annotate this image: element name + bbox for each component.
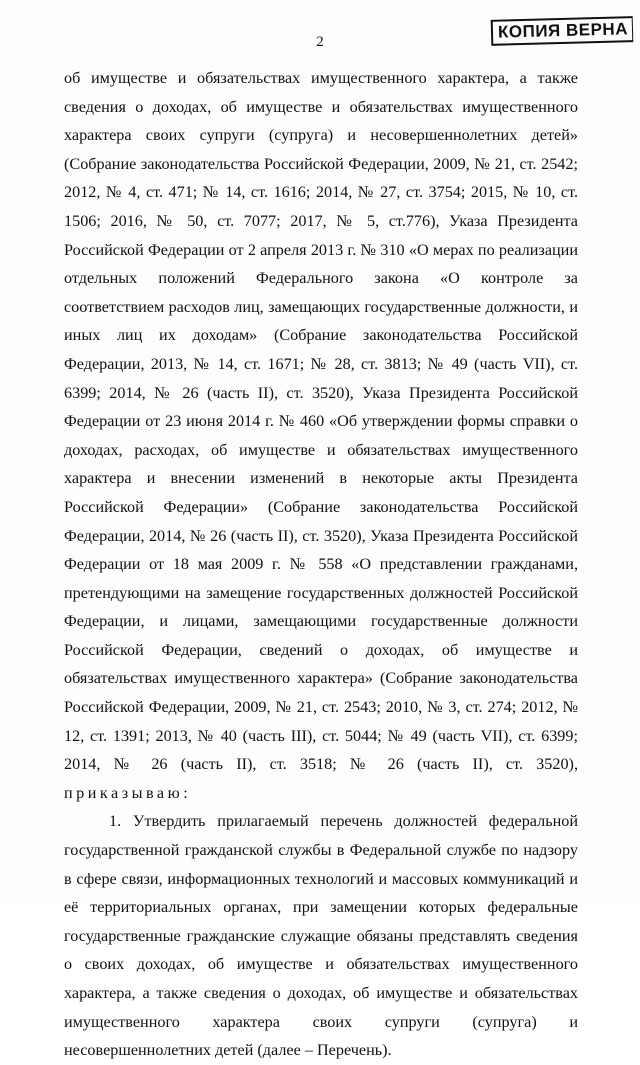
paragraph-continuation: [64, 64, 578, 807]
page-number: 2: [316, 34, 324, 50]
paragraph-1-text: об имуществе и обязательствах имущественного характера, а также сведения о доходах, об имуществе и обязательствах имущественного характера своих супруги (супруга) и несовершеннолетних детей» (Собрание законодательства Российской Федерации, 2009, № 21, ст. 2542; 2012, № 4, ст. 471; № 14, ст. 1616; 2014, № 27, ст. 3754; 2015, № 10, ст. 1506; 2016, № 50, ст. 7077; 2017, № 5, ст.776), Указа Президента Российской Федерации от 2 апреля 2013 г. № 310 «О мерах по реализации отдельных положений Федерального закона «О контроле за соответствием расходов лиц, замещающих государственные должности, и иных лиц их доходам» (Собрание законодательства Российской Федерации, 2013, № 14, ст. 1671; № 28, ст. 3813; № 49 (часть VII), ст. 6399; 2014, № 26 (часть II), ст. 3520), Указа Президента Российской Федерации от 23 июня 2014 г. № 460 «Об утверждении формы справки о доходах, расходах, об имуществе и обязательствах имущественного характера и внесении изменений в некоторые акты Президента Российской Федерации» (Собрание законодательства Российской Федерации, 2014, № 26 (часть II), ст. 3520), Указа Президента Российской Федерации от 18 мая 2009 г. № 558 «О представлении гражданами, претендующими на замещение государственных должностей Российской Федерации, и лицами, замещающими государственные должности Российской Федерации, сведений о доходах, об имуществе и обязательствах имущественного характера» (Собрание законодательства Российской Федерации, 2009, № 21, ст. 2543; 2010, № 3, ст. 274; 2012, № 12, ст. 1391; 2013, № 40 (часть III), ст. 5044; № 49 (часть VII), ст. 6399; 2014, № 26 (часть II), ст. 3518; № 26 (часть II), ст. 3520),: [64, 69, 578, 774]
certified-copy-stamp: КОПИЯ ВЕРНА: [491, 16, 634, 46]
document-body: [64, 64, 578, 1065]
order-word: приказываю:: [64, 783, 192, 802]
paragraph-item-1: 1. Утвердить прилагаемый перечень должностей федеральной государственной гражданской службы в Федеральной службе по надзору в сфере связи, информационных технологий и массовых коммуникаций и её территориальных органах, при замещении которых федеральные государственные гражданские служащие обязаны представлять сведения о своих доходах, об имуществе и обязательствах имущественного характера, а также сведения о доходах, об имуществе и обязательствах имущественного характера своих супруги (супруга) и несовершеннолетних детей (далее – Перечень).: [64, 812, 578, 1060]
